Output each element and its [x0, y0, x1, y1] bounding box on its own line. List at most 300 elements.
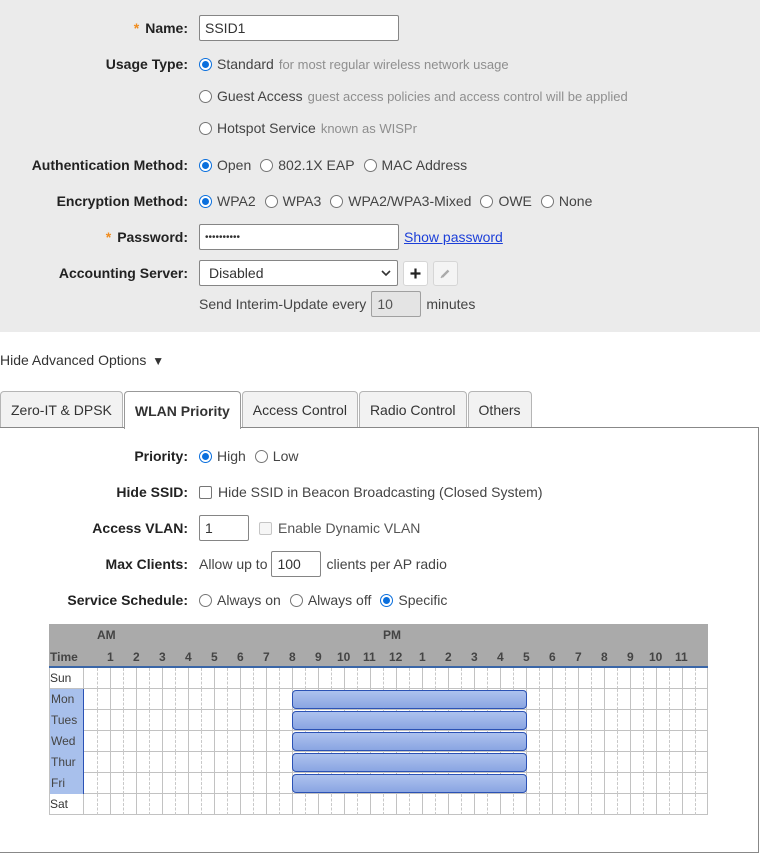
hour-divider — [448, 794, 449, 815]
interim-prefix: Send Interim-Update every — [199, 296, 367, 312]
hour-tick-label: 5 — [211, 650, 218, 664]
hour-divider — [604, 752, 605, 773]
hour-divider — [578, 773, 579, 794]
radio-wpa2[interactable] — [199, 195, 212, 208]
hour-divider — [578, 668, 579, 689]
hour-divider — [214, 752, 215, 773]
hour-divider — [578, 731, 579, 752]
enc-owe-option[interactable]: OWE — [480, 193, 531, 209]
grid-left-border — [49, 668, 50, 815]
hour-divider — [266, 731, 267, 752]
hour-tick-label: 3 — [159, 650, 166, 664]
half-hour-divider — [617, 794, 618, 815]
hour-divider — [552, 773, 553, 794]
hour-divider — [552, 731, 553, 752]
half-hour-divider — [617, 689, 618, 710]
half-hour-divider — [669, 752, 670, 773]
half-hour-divider — [539, 668, 540, 689]
hour-divider — [110, 689, 111, 710]
hour-divider — [136, 752, 137, 773]
hour-divider — [188, 689, 189, 710]
hide-ssid-checkbox[interactable] — [199, 486, 212, 499]
pencil-icon — [440, 268, 451, 279]
auth-method-label: Authentication Method: — [31, 157, 188, 173]
half-hour-divider — [383, 668, 384, 689]
hour-divider — [682, 752, 683, 773]
radio-standard[interactable] — [199, 58, 212, 71]
hour-tick-label: 2 — [133, 650, 140, 664]
half-hour-divider — [331, 668, 332, 689]
hour-divider — [214, 731, 215, 752]
encryption-method-label: Encryption Method: — [56, 193, 188, 209]
half-hour-divider — [227, 794, 228, 815]
half-hour-divider — [539, 710, 540, 731]
hide-ssid-option[interactable]: Hide SSID in Beacon Broadcasting (Closed System) — [199, 484, 542, 500]
hour-divider — [240, 710, 241, 731]
dynamic-vlan-checkbox — [259, 522, 272, 535]
service-schedule-label: Service Schedule: — [67, 592, 188, 608]
half-hour-divider — [175, 689, 176, 710]
half-hour-divider — [695, 668, 696, 689]
hour-divider — [682, 710, 683, 731]
hour-divider — [630, 773, 631, 794]
hour-tick-label: 1 — [107, 650, 114, 664]
half-hour-divider — [253, 710, 254, 731]
half-hour-divider — [539, 731, 540, 752]
hour-divider — [526, 668, 527, 689]
enc-wpa3-option[interactable]: WPA3 — [265, 193, 322, 209]
half-hour-divider — [565, 689, 566, 710]
hour-divider — [630, 689, 631, 710]
half-hour-divider — [279, 773, 280, 794]
hour-divider — [500, 668, 501, 689]
half-hour-divider — [617, 731, 618, 752]
hour-divider — [110, 752, 111, 773]
half-hour-divider — [669, 794, 670, 815]
interim-update-input[interactable]: 10 — [371, 291, 421, 317]
schedule-row[interactable] — [49, 752, 708, 773]
half-hour-divider — [175, 668, 176, 689]
hour-divider — [656, 689, 657, 710]
half-hour-divider — [643, 794, 644, 815]
half-hour-divider — [435, 668, 436, 689]
tab-zero-it-dpsk[interactable]: Zero-IT & DPSK — [0, 391, 123, 428]
schedule-block[interactable] — [292, 690, 527, 709]
max-clients-row — [0, 551, 760, 577]
hour-divider — [630, 752, 631, 773]
radio-low[interactable] — [255, 450, 268, 463]
half-hour-divider — [149, 731, 150, 752]
half-hour-divider — [279, 794, 280, 815]
half-hour-divider — [149, 668, 150, 689]
max-clients-input[interactable]: 100 — [271, 551, 321, 577]
hour-divider — [240, 668, 241, 689]
auth-8021x-option[interactable]: 802.1X EAP — [260, 157, 354, 173]
priority-label: Priority: — [134, 448, 188, 464]
half-hour-divider — [669, 689, 670, 710]
half-hour-divider — [201, 752, 202, 773]
day-label-fri[interactable]: Fri — [49, 773, 84, 794]
hour-divider — [396, 668, 397, 689]
hour-divider — [136, 710, 137, 731]
radio-mac[interactable] — [364, 159, 377, 172]
standard-hint: for most regular wireless network usage — [278, 56, 509, 72]
half-hour-divider — [591, 710, 592, 731]
hour-tick-label: 4 — [185, 650, 192, 664]
required-marker: * — [105, 229, 112, 245]
half-hour-divider — [565, 794, 566, 815]
time-label: Time — [50, 650, 78, 664]
half-hour-divider — [487, 794, 488, 815]
chevron-down-icon — [381, 270, 391, 277]
half-hour-divider — [253, 731, 254, 752]
schedule-block[interactable] — [292, 711, 527, 730]
hour-divider — [396, 794, 397, 815]
half-hour-divider — [513, 668, 514, 689]
radio-wpa3[interactable] — [265, 195, 278, 208]
password-label: * Password: — [105, 229, 188, 245]
half-hour-divider — [643, 752, 644, 773]
edit-accounting-server-button[interactable] — [433, 261, 458, 286]
half-hour-divider — [201, 794, 202, 815]
half-hour-divider — [253, 794, 254, 815]
hour-divider — [552, 794, 553, 815]
tab-others[interactable]: Others — [468, 391, 532, 428]
radio-specific[interactable] — [380, 594, 393, 607]
plus-icon — [410, 268, 421, 279]
half-hour-divider — [201, 710, 202, 731]
basic-settings-panel — [0, 0, 760, 332]
half-hour-divider — [253, 689, 254, 710]
enc-mixed-option[interactable]: WPA2/WPA3-Mixed — [330, 193, 471, 209]
tab-access-control[interactable]: Access Control — [242, 391, 358, 428]
hour-tick-label: 2 — [445, 650, 452, 664]
usage-type-hotspot-option[interactable]: Hotspot Service known as WISPr — [199, 120, 417, 136]
hour-divider — [266, 773, 267, 794]
half-hour-divider — [253, 752, 254, 773]
half-hour-divider — [97, 794, 98, 815]
half-hour-divider — [357, 794, 358, 815]
half-hour-divider — [149, 752, 150, 773]
hour-divider — [604, 689, 605, 710]
name-input[interactable]: SSID1 — [199, 15, 399, 41]
day-label-wed[interactable]: Wed — [49, 731, 84, 752]
encryption-method-row — [0, 188, 760, 214]
half-hour-divider — [97, 710, 98, 731]
radio-none[interactable] — [541, 195, 554, 208]
half-hour-divider — [669, 773, 670, 794]
hour-divider — [214, 773, 215, 794]
hour-divider — [474, 794, 475, 815]
hour-divider — [110, 731, 111, 752]
radio-always-on[interactable] — [199, 594, 212, 607]
schedule-always-on-option[interactable]: Always on — [199, 592, 281, 608]
half-hour-divider — [331, 794, 332, 815]
hour-divider — [578, 689, 579, 710]
schedule-header — [49, 624, 708, 668]
half-hour-divider — [149, 689, 150, 710]
radio-wpa2-wpa3-mixed[interactable] — [330, 195, 343, 208]
hour-tick-label: 9 — [627, 650, 634, 664]
half-hour-divider — [279, 752, 280, 773]
half-hour-divider — [643, 773, 644, 794]
half-hour-divider — [227, 731, 228, 752]
radio-guest-access[interactable] — [199, 90, 212, 103]
radio-high[interactable] — [199, 450, 212, 463]
radio-always-off[interactable] — [290, 594, 303, 607]
hour-divider — [266, 689, 267, 710]
hour-divider — [188, 773, 189, 794]
usage-type-standard-option[interactable]: Standard for most regular wireless network usage — [199, 56, 509, 72]
hour-divider — [682, 794, 683, 815]
hour-divider — [552, 710, 553, 731]
hour-divider — [188, 668, 189, 689]
half-hour-divider — [617, 752, 618, 773]
half-hour-divider — [591, 668, 592, 689]
hour-tick-label: 6 — [549, 650, 556, 664]
am-label: AM — [97, 628, 116, 642]
hour-divider — [370, 794, 371, 815]
half-hour-divider — [695, 752, 696, 773]
half-hour-divider — [539, 773, 540, 794]
schedule-block[interactable] — [292, 753, 527, 772]
hour-divider — [188, 794, 189, 815]
half-hour-divider — [227, 710, 228, 731]
priority-high-option[interactable]: High — [199, 448, 246, 464]
dynamic-vlan-option: Enable Dynamic VLAN — [259, 520, 420, 536]
hour-divider — [266, 752, 267, 773]
hour-divider — [656, 794, 657, 815]
hour-divider — [188, 752, 189, 773]
pm-label: PM — [383, 628, 401, 642]
hour-divider — [136, 773, 137, 794]
half-hour-divider — [227, 689, 228, 710]
day-label-sat[interactable]: Sat — [49, 794, 84, 815]
half-hour-divider — [539, 752, 540, 773]
half-hour-divider — [591, 731, 592, 752]
half-hour-divider — [227, 668, 228, 689]
hour-divider — [214, 689, 215, 710]
half-hour-divider — [695, 794, 696, 815]
hour-divider — [318, 668, 319, 689]
half-hour-divider — [591, 794, 592, 815]
half-hour-divider — [565, 710, 566, 731]
hour-divider — [630, 710, 631, 731]
service-schedule-row — [0, 587, 760, 613]
half-hour-divider — [201, 689, 202, 710]
half-hour-divider — [305, 794, 306, 815]
accounting-server-select[interactable] — [199, 260, 398, 286]
day-label-mon[interactable]: Mon — [49, 689, 84, 710]
half-hour-divider — [97, 731, 98, 752]
hour-divider — [162, 794, 163, 815]
hour-tick-label: 8 — [289, 650, 296, 664]
radio-open[interactable] — [199, 159, 212, 172]
hour-divider — [266, 794, 267, 815]
half-hour-divider — [149, 794, 150, 815]
hour-tick-label: 7 — [263, 650, 270, 664]
hour-tick-label: 7 — [575, 650, 582, 664]
usage-type-guest-row — [0, 83, 760, 109]
hide-ssid-label: Hide SSID: — [116, 484, 188, 500]
half-hour-divider — [617, 710, 618, 731]
hour-divider — [682, 668, 683, 689]
hour-tick-label: 11 — [363, 650, 376, 664]
day-label-tues[interactable]: Tues — [49, 710, 84, 731]
half-hour-divider — [591, 689, 592, 710]
hour-tick-label: 8 — [601, 650, 608, 664]
hour-divider — [500, 794, 501, 815]
schedule-row[interactable] — [49, 689, 708, 710]
half-hour-divider — [565, 668, 566, 689]
half-hour-divider — [279, 689, 280, 710]
radio-owe[interactable] — [480, 195, 493, 208]
hour-divider — [578, 794, 579, 815]
hour-divider — [136, 731, 137, 752]
half-hour-divider — [97, 668, 98, 689]
half-hour-divider — [695, 731, 696, 752]
half-hour-divider — [123, 689, 124, 710]
schedule-block[interactable] — [292, 732, 527, 751]
hour-divider — [448, 668, 449, 689]
hour-tick-label: 5 — [523, 650, 530, 664]
hour-divider — [656, 710, 657, 731]
half-hour-divider — [617, 773, 618, 794]
hour-divider — [240, 731, 241, 752]
hour-divider — [318, 794, 319, 815]
hour-divider — [656, 773, 657, 794]
half-hour-divider — [175, 731, 176, 752]
hour-tick-label: 6 — [237, 650, 244, 664]
tab-radio-control[interactable]: Radio Control — [359, 391, 467, 428]
schedule-row[interactable] — [49, 668, 708, 689]
half-hour-divider — [123, 794, 124, 815]
enc-none-option[interactable]: None — [541, 193, 592, 209]
schedule-block[interactable] — [292, 774, 527, 793]
auth-open-option[interactable]: Open — [199, 157, 251, 173]
priority-low-option[interactable]: Low — [255, 448, 299, 464]
password-row — [0, 224, 760, 250]
schedule-row[interactable] — [49, 731, 708, 752]
half-hour-divider — [175, 794, 176, 815]
half-hour-divider — [461, 794, 462, 815]
access-vlan-input[interactable]: 1 — [199, 515, 249, 541]
hour-divider — [682, 689, 683, 710]
half-hour-divider — [123, 773, 124, 794]
schedule-always-off-option[interactable]: Always off — [290, 592, 372, 608]
hour-divider — [552, 752, 553, 773]
usage-type-guest-option[interactable]: Guest Access guest access policies and access control will be applied — [199, 88, 628, 104]
half-hour-divider — [409, 668, 410, 689]
half-hour-divider — [539, 689, 540, 710]
half-hour-divider — [123, 710, 124, 731]
hour-divider — [162, 773, 163, 794]
hour-divider — [344, 668, 345, 689]
usage-type-label: Usage Type: — [105, 56, 188, 72]
half-hour-divider — [591, 752, 592, 773]
half-hour-divider — [591, 773, 592, 794]
auth-mac-option[interactable]: MAC Address — [364, 157, 468, 173]
schedule-grid[interactable] — [49, 624, 708, 816]
half-hour-divider — [643, 710, 644, 731]
hide-advanced-options-toggle[interactable]: Hide Advanced Options ▼ — [0, 352, 165, 368]
hour-divider — [240, 773, 241, 794]
hotspot-hint: known as WISPr — [320, 120, 417, 136]
hour-divider — [604, 773, 605, 794]
hour-divider — [162, 689, 163, 710]
enc-wpa2-option[interactable]: WPA2 — [199, 193, 256, 209]
schedule-specific-option[interactable]: Specific — [380, 592, 447, 608]
half-hour-divider — [643, 731, 644, 752]
hour-divider — [604, 710, 605, 731]
half-hour-divider — [227, 773, 228, 794]
hour-divider — [162, 710, 163, 731]
hour-divider — [188, 710, 189, 731]
half-hour-divider — [175, 752, 176, 773]
hour-divider — [422, 794, 423, 815]
half-hour-divider — [253, 668, 254, 689]
hour-tick-label: 3 — [471, 650, 478, 664]
day-label-sun[interactable]: Sun — [49, 668, 84, 689]
half-hour-divider — [175, 710, 176, 731]
half-hour-divider — [669, 710, 670, 731]
schedule-row[interactable] — [49, 710, 708, 731]
hour-divider — [552, 668, 553, 689]
tab-wlan-priority[interactable]: WLAN Priority — [124, 391, 241, 429]
hour-divider — [422, 668, 423, 689]
password-input[interactable]: •••••••••• — [199, 224, 399, 250]
schedule-body — [49, 668, 708, 815]
usage-type-row — [0, 51, 760, 77]
half-hour-divider — [669, 668, 670, 689]
grid-right-border — [707, 668, 708, 815]
accounting-server-label: Accounting Server: — [58, 265, 188, 281]
auth-method-row — [0, 152, 760, 178]
radio-hotspot[interactable] — [199, 122, 212, 135]
hour-divider — [136, 794, 137, 815]
schedule-row[interactable] — [49, 794, 708, 815]
half-hour-divider — [461, 668, 462, 689]
hour-tick-label: 1 — [419, 650, 426, 664]
hour-divider — [344, 794, 345, 815]
hour-divider — [656, 752, 657, 773]
hour-tick-label: 11 — [675, 650, 688, 664]
add-accounting-server-button[interactable] — [403, 261, 428, 286]
show-password-link[interactable]: Show password — [404, 229, 503, 245]
interim-suffix: minutes — [426, 296, 476, 312]
hour-divider — [630, 731, 631, 752]
hour-divider — [240, 794, 241, 815]
hour-divider — [578, 752, 579, 773]
schedule-row[interactable] — [49, 773, 708, 794]
max-clients-prefix: Allow up to — [199, 556, 268, 572]
hour-divider — [110, 710, 111, 731]
hour-divider — [240, 752, 241, 773]
half-hour-divider — [97, 773, 98, 794]
hour-divider — [162, 752, 163, 773]
radio-8021x[interactable] — [260, 159, 273, 172]
hour-divider — [656, 668, 657, 689]
half-hour-divider — [201, 668, 202, 689]
hour-tick-label: 10 — [337, 650, 351, 664]
half-hour-divider — [123, 731, 124, 752]
half-hour-divider — [565, 752, 566, 773]
hour-divider — [266, 710, 267, 731]
hour-divider — [110, 794, 111, 815]
hour-divider — [214, 668, 215, 689]
triangle-down-icon: ▼ — [152, 354, 165, 368]
day-label-thur[interactable]: Thur — [49, 752, 84, 773]
